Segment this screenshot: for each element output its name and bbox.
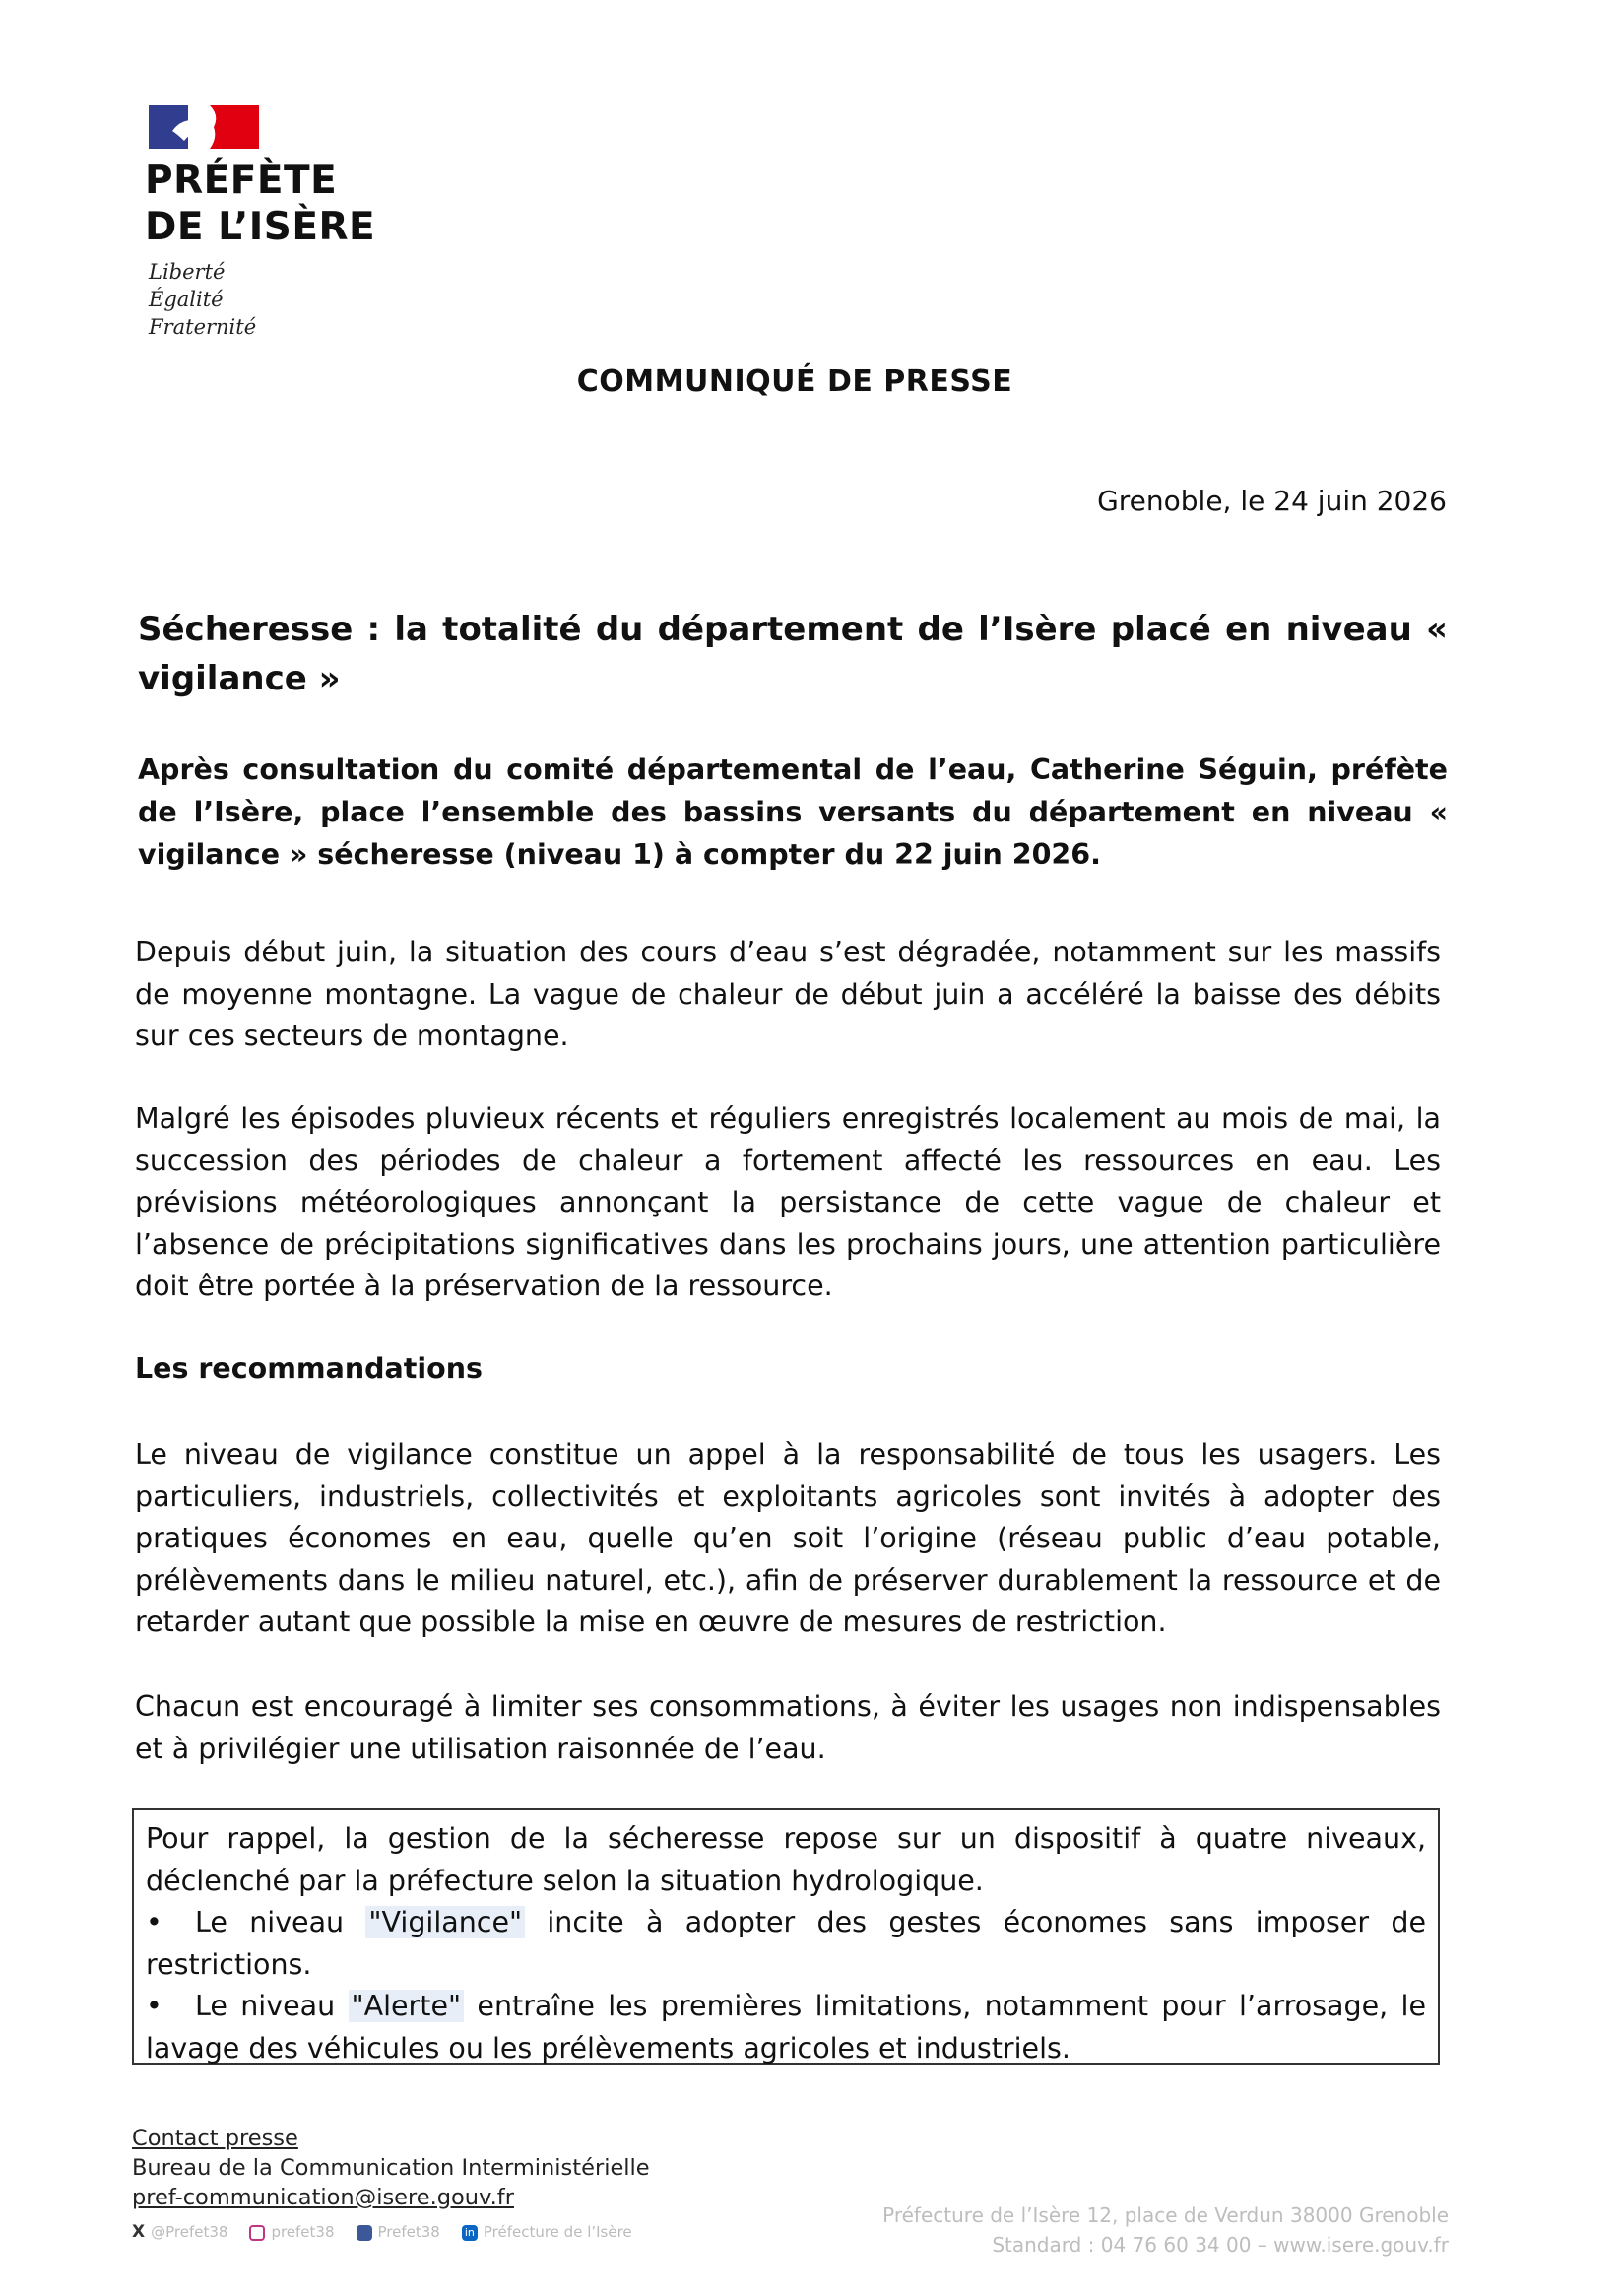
social-link-x[interactable] xyxy=(132,2222,227,2242)
bullet-prefix: Le niveau xyxy=(195,1990,349,2022)
contact-email-link[interactable]: pref-communication@isere.gouv.fr xyxy=(132,2185,514,2210)
motto-fraternite: Fraternité xyxy=(149,315,257,339)
lead-paragraph: Après consultation du comité départemental de l’eau, Catherine Séguin, préfète de l’Isère, place l’ensemble des bassins versants du département en niveau « vigilance » sécheresse (niveau 1) à compter du 22 juin 2026. xyxy=(138,754,1448,871)
level-label: "Alerte" xyxy=(349,1990,465,2022)
body-paragraph: Depuis début juin, la situation des cours d’eau s’est dégradée, notamment sur les massifs de moyenne montagne. La vague de chaleur de début juin a accéléré la baisse des débits sur ces secteurs de montagne. xyxy=(135,936,1441,1052)
prefecture-title-line1: PRÉFÈTE xyxy=(145,159,338,203)
motto-liberte: Liberté xyxy=(149,260,226,284)
social-link-facebook[interactable] xyxy=(357,2223,440,2241)
social-handle: prefet38 xyxy=(271,2223,335,2241)
section-heading: Les recommandations xyxy=(135,1352,484,1385)
standard-line: Standard : 04 76 60 34 00 – www.isere.gouv.fr xyxy=(992,2233,1449,2257)
facebook-icon xyxy=(357,2225,372,2241)
bullet-icon: • xyxy=(146,1906,162,1938)
bullet-icon: • xyxy=(146,1990,162,2022)
body-paragraph: Malgré les épisodes pluvieux récents et réguliers enregistrés localement au mois de mai, la succession des périodes de chaleur a fortement affecté les ressources en eau. Les prévisions météorologiques annonçant la persistance de cette vague de chaleur et l’absence de précipitations significatives dans les prochains jours, une attention particulière doit être portée à la préservation de la ressource. xyxy=(135,1102,1441,1302)
list-item xyxy=(146,1902,1426,1986)
bullet-prefix: Le niveau xyxy=(195,1906,366,1938)
social-handle: Prefet38 xyxy=(377,2223,440,2241)
bullet-text: incite à adopter des gestes économes sans imposer de restrictions. xyxy=(146,1906,1426,1981)
prefecture-name xyxy=(145,158,375,250)
bullet-text: entraîne les premières limitations, notamment pour l’arrosage, le lavage des véhicules ou les prélèvements agricoles et industriels. xyxy=(146,1990,1426,2065)
republic-motto xyxy=(149,258,256,341)
prefecture-address xyxy=(882,2200,1449,2260)
document-type: COMMUNIQUÉ DE PRESSE xyxy=(576,364,1013,399)
reminder-list xyxy=(146,1902,1426,2069)
social-links xyxy=(132,2222,632,2242)
document-date: Grenoble, le 24 juin 2026 xyxy=(1097,485,1447,517)
contact-label: Contact presse xyxy=(132,2126,298,2151)
level-label: "Vigilance" xyxy=(365,1906,525,1938)
linkedin-icon: in xyxy=(462,2225,478,2241)
social-handle: Préfecture de l’Isère xyxy=(483,2223,632,2241)
social-link-linkedin[interactable] xyxy=(462,2223,632,2241)
bureau-name: Bureau de la Communication Interministérielle xyxy=(132,2155,650,2181)
reminder-box xyxy=(132,1808,1440,2065)
motto-egalite: Égalité xyxy=(149,288,224,311)
republic-logo xyxy=(149,105,259,149)
body-paragraph: Le niveau de vigilance constitue un appel à la responsabilité de tous les usagers. Les particuliers, industriels, collectivités et exploitants agricoles sont invités à adopter des pratiques économes en eau, quelle qu’en soit l’origine (réseau public d’eau potable, prélèvements dans le milieu naturel, etc.), afin de préserver durablement la ressource et de retarder autant que possible la mise en œuvre de mesures de restriction. xyxy=(135,1438,1441,1638)
x-icon: X xyxy=(132,2222,146,2242)
body-paragraph: Chacun est encouragé à limiter ses consommations, à éviter les usages non indispensables et à privilégier une utilisation raisonnée de l’eau. xyxy=(135,1690,1441,1765)
prefecture-title-line2: DE L’ISÈRE xyxy=(145,205,376,249)
address-line: Préfecture de l’Isère 12, place de Verdun 38000 Grenoble xyxy=(882,2203,1449,2227)
social-link-instagram[interactable] xyxy=(249,2223,334,2241)
headline: Sécheresse : la totalité du département de l’Isère placé en niveau « vigilance » xyxy=(138,610,1448,698)
instagram-icon xyxy=(249,2225,265,2241)
list-item xyxy=(146,1986,1426,2069)
press-contact xyxy=(132,2124,650,2212)
reminder-intro: Pour rappel, la gestion de la sécheresse repose sur un dispositif à quatre niveaux, déclenché par la préfecture selon la situation hydrologique. xyxy=(146,1822,1426,1897)
social-handle: @Prefet38 xyxy=(151,2223,228,2241)
